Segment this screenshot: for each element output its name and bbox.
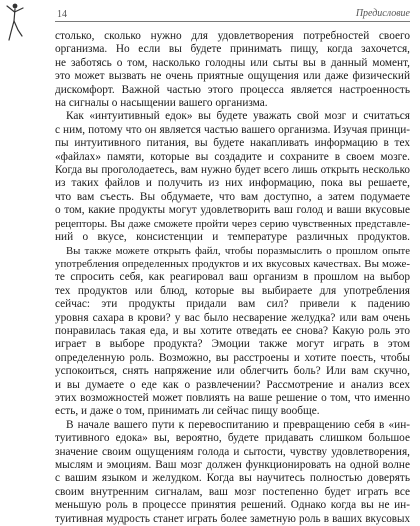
text-line: с вашим языком и желудком. Когда вы научитесь полностью доверять [55,472,410,485]
text-line: организма. Но если вы будете принимать пищу, когда захочется, [55,43,410,56]
paragraph-2 [55,110,410,418]
text-line: и вы думаете о еде как о развлечении? Рассмотрение и анализ всех [55,378,410,391]
text-line: что вам съесть. Вы обдумаете, что вам доступно, а затем подумаете [55,190,410,203]
text-line: «файлах» памяти, которые вы создадите и сохраните в своем мозге. [55,150,410,163]
text-line: определенную роль. Возможно, вы расстроены и хотите поесть, чтобы [55,351,410,364]
text-line: есть, и даже о том, принимать ли сейчас пищу вообще. [55,405,320,418]
text-line: ний о вкусе, консистенции и температуре различных продуктов. [55,231,410,244]
running-head: Предисловие [355,8,410,19]
text-line: из таких файлов и получить из них информацию, пока вы решаете, [55,177,410,190]
text-line: не заботясь о том, насколько голодны или сыты вы в данный момент, [55,56,410,69]
text-line: сейчас: эти продукты придали вам сил? привели к падению [55,298,410,311]
text-line: своим внутренним сигналам, ваш мозг постепенно будет играть все [55,485,410,498]
text-line: мыслям и эмоциям. Ваш мозг должен функционировать на одной волне [55,459,410,471]
text-line: Вы также можете открыть файл, чтобы поразмыслить о прошлом опыте [66,244,410,257]
text-line: понравилась такая еда, и вы хотите отведать ее снова? Какую роль это [55,324,410,337]
text-line: В начале вашего пути к перевоспитанию и превращению себя в «ин- [66,418,410,431]
text-line: тех продуктов или блюд, которые вы выбираете для употребления [55,284,410,297]
text-line: туитивного едока» вы, вероятно, будете придавать слишком большое [55,432,410,445]
text-line: Как «интуитивный едок» вы будете уважать свой мозг и считаться [66,110,410,123]
text-line: меньшую роль в процессе принятия решений. Однако когда вы не ин- [55,499,410,512]
text-line: уровня сахара в крови? у вас было несварение желудка? или вам очень [55,311,410,324]
text-line: успокоиться, снять напряжение или облегчить боль? Или вам скучно, [55,365,410,378]
header-rule [55,21,410,22]
text-line: столько, сколько нужно для удовлетворения потребностей своего [55,30,410,42]
text-line: играет в выборе продукта? Эмоции также могут играть в этом [55,338,410,351]
text-line: с ним, потому что он является частью вашего организма. Изучая принци- [55,123,410,136]
text-line: те спросить себя, как реагировал ваш организм в прошлом на выбор [55,271,410,284]
dancer-figure-icon [4,2,26,42]
text-line: дискомфорт. Важной частью этого процесса является настроенность [55,83,410,96]
text-line: Когда вы проголодаетесь, вам нужно будет всего лишь открыть несколько [55,164,410,177]
text-line: этих возможностей может повлиять на ваше решение о том, что именно [55,391,410,404]
text-line: о том, какие продукты могут удовлетворить ваш голод и ваши вкусовые [55,204,410,217]
text-line: рецепторы. Вы даже сможете пройти через серию чувственных представле- [55,217,410,230]
paragraph-1 [55,30,410,110]
text-line: это может вызвать не очень приятные ощущения или даже физический [55,70,410,83]
page-number: 14 [57,9,67,20]
text-line: пы интуитивного питания, вы будете накапливать информацию в тех [55,137,410,150]
text-line: туитивная мудрость станет играть более заметную роль в ваших вкусовых [55,512,410,525]
paragraph-3 [55,419,410,526]
text-line: значение своим ощущениям голода и сытости, чувству удовлетворения, [55,445,410,458]
text-line: употребления определенных продуктов и их вкусовых качествах. Вы може- [55,257,410,270]
text-line: на сигналы о насыщении вашего организма. [55,97,268,110]
body-text [55,30,410,526]
